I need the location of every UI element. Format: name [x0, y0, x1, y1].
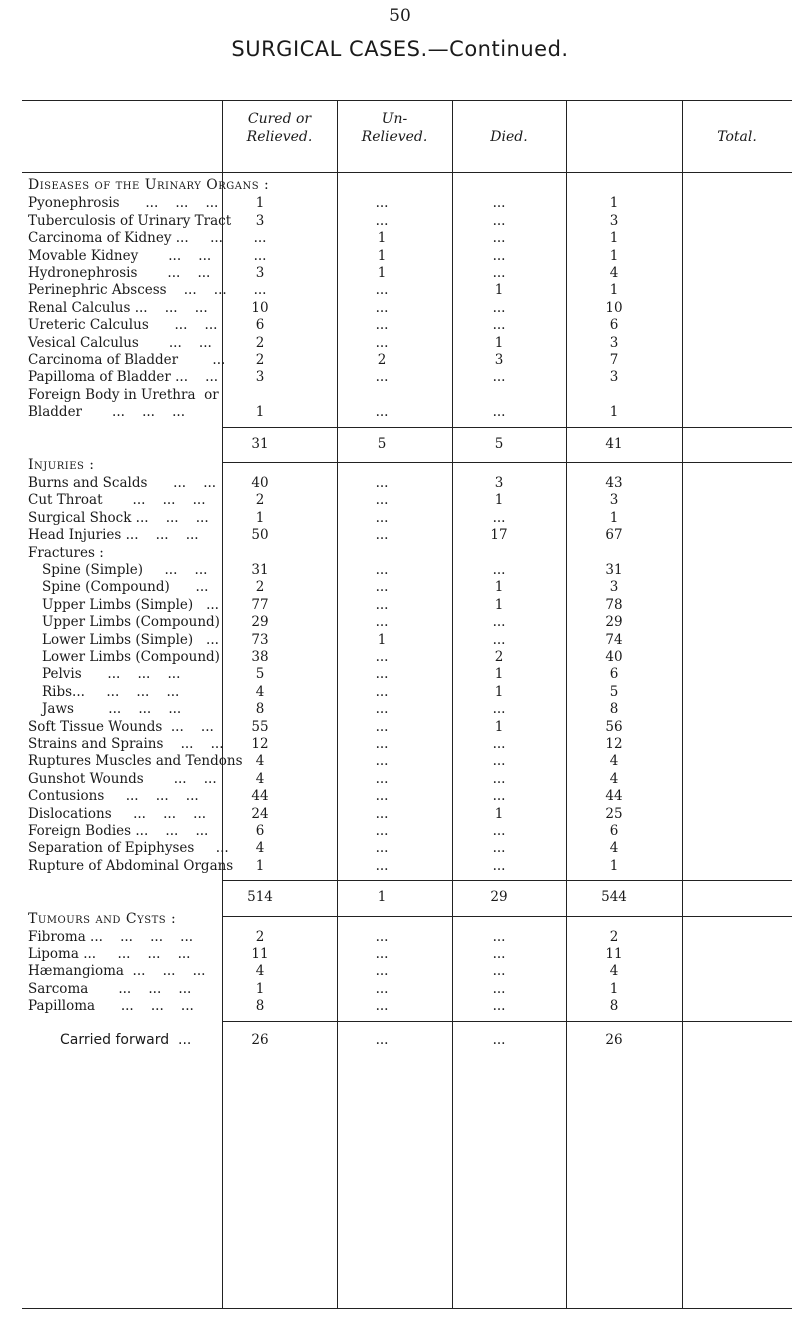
row-label: Ribs... ... ... ... [42, 683, 180, 700]
cell-cured: 44 [251, 788, 269, 805]
cell-total: 3 [609, 334, 619, 351]
table-row [0, 351, 800, 369]
table-row [0, 822, 800, 840]
section-urinary [0, 176, 800, 194]
table-row [0, 770, 800, 788]
cell-total: 3 [609, 369, 619, 386]
page-title: SURGICAL CASES.—Continued. [231, 37, 569, 61]
cell-unrel: ... [375, 963, 389, 980]
row-label: Fractures : [28, 544, 104, 561]
table-row [0, 980, 800, 998]
cell-died: 2 [494, 649, 504, 665]
cell-cured: 4 [255, 753, 265, 770]
cell-cured: 40 [251, 475, 269, 491]
col-head-unrelieved-line2: Relieved. [361, 129, 428, 145]
cell-died: ... [492, 980, 506, 997]
cell-total: 5 [609, 683, 619, 700]
cell-total: 544 [601, 889, 627, 906]
table-row [0, 928, 800, 946]
cell-died: ... [492, 736, 506, 752]
cell-died: 1 [494, 334, 504, 351]
cell-cured: 2 [255, 352, 265, 368]
table-row [0, 544, 800, 562]
cell-unrel: ... [375, 753, 389, 770]
cell-cured: ... [253, 282, 267, 299]
cell-cured: 11 [251, 946, 269, 962]
row-label: Sarcoma ... ... ... [28, 980, 192, 997]
row-label: Pyonephrosis ... ... ... [28, 195, 219, 212]
cell-unrel: ... [375, 666, 389, 683]
row-label: Foreign Body in Urethra or [28, 386, 219, 403]
cell-died: ... [492, 195, 506, 212]
table-row [0, 368, 800, 386]
cell-unrel: ... [375, 770, 389, 787]
cell-died: ... [492, 265, 506, 281]
table-row [0, 631, 800, 649]
table-row [0, 752, 800, 770]
cell-cured: 12 [251, 736, 269, 752]
cell-unrel: ... [375, 299, 389, 316]
table-row [0, 718, 800, 736]
cell-cured: 3 [255, 212, 265, 229]
table-row [0, 683, 800, 701]
col-head-died: Died. [490, 129, 528, 145]
table-row [0, 316, 800, 334]
cell-unrel: 1 [377, 230, 387, 247]
cell-died: 3 [494, 352, 504, 368]
cell-total: 4 [609, 753, 619, 770]
cell-total: 4 [609, 265, 619, 281]
cell-total: 26 [605, 1031, 623, 1048]
cell-died: ... [492, 928, 506, 945]
cell-total: 4 [609, 963, 619, 980]
table-row [0, 194, 800, 212]
cell-total: 1 [609, 247, 619, 264]
cell-cured: 38 [251, 649, 269, 665]
cell-cured: 31 [251, 562, 269, 578]
table-row [0, 962, 800, 980]
cell-total: 1 [609, 404, 619, 421]
cell-cured: 1 [255, 509, 265, 526]
row-label: Ureteric Calculus ... ... [28, 317, 218, 334]
cell-unrel: ... [375, 701, 389, 718]
cell-cured: 3 [255, 369, 265, 386]
cell-died: ... [492, 404, 506, 421]
table-row [0, 735, 800, 753]
cell-total: 1 [609, 857, 619, 874]
table-row [0, 839, 800, 857]
cell-died: ... [492, 631, 506, 648]
cell-cured: 1 [255, 980, 265, 997]
row-label: Tuberculosis of Urinary Tract [28, 212, 232, 229]
cell-total: 12 [605, 736, 623, 752]
cell-unrel: 1 [377, 247, 387, 264]
table-top-rule [22, 100, 792, 101]
col-head-unrelieved-line1: Un- [381, 111, 408, 127]
row-label: Upper Limbs (Compound) [42, 614, 220, 631]
cell-unrel: 5 [377, 435, 387, 452]
cell-died: ... [492, 857, 506, 874]
table-row [0, 805, 800, 823]
cell-cured: 514 [247, 889, 273, 906]
subtotal-row [0, 888, 800, 906]
subtotal-rule [222, 427, 792, 428]
cell-cured: 1 [255, 857, 265, 874]
cell-died: 1 [494, 579, 504, 596]
row-label: Spine (Compound) ... [42, 579, 209, 596]
cell-cured: 2 [255, 492, 265, 509]
table-row [0, 229, 800, 247]
row-label: Surgical Shock ... ... ... [28, 509, 209, 526]
cell-cured: 55 [251, 718, 269, 735]
cell-died: ... [492, 247, 506, 264]
cell-total: 4 [609, 770, 619, 787]
table-row [0, 212, 800, 230]
row-label: Lipoma ... ... ... ... [28, 946, 191, 962]
cell-total: 1 [609, 195, 619, 212]
cell-died: ... [492, 770, 506, 787]
cell-unrel: ... [375, 788, 389, 805]
cell-unrel: ... [375, 596, 389, 613]
header-bottom-rule [22, 172, 792, 173]
section-injuries [0, 456, 800, 474]
cell-unrel: ... [375, 928, 389, 945]
cell-cured: 2 [255, 928, 265, 945]
cell-total: 1 [609, 230, 619, 247]
row-label: Perinephric Abscess ... ... [28, 282, 227, 299]
row-label: Carcinoma of Kidney ... ... [28, 230, 223, 247]
cell-cured: 26 [251, 1031, 269, 1048]
cell-unrel: ... [375, 562, 389, 578]
cell-cured: 1 [255, 404, 265, 421]
row-label: Lower Limbs (Simple) ... [42, 631, 219, 648]
cell-total: 44 [605, 788, 623, 805]
table-row [0, 787, 800, 805]
row-label: Upper Limbs (Simple) ... [42, 596, 219, 613]
cell-total: 11 [605, 946, 623, 962]
cell-total: 3 [609, 579, 619, 596]
cell-cured: 4 [255, 963, 265, 980]
cell-died: ... [492, 509, 506, 526]
table-row [0, 247, 800, 265]
cell-total: 74 [605, 631, 623, 648]
table-row [0, 526, 800, 544]
cell-unrel: ... [375, 857, 389, 874]
col-head-cured-line1: Cured or [247, 111, 312, 127]
cell-unrel: ... [375, 649, 389, 665]
cell-died: ... [492, 562, 506, 578]
cell-cured: 3 [255, 265, 265, 281]
table-row [0, 334, 800, 352]
col-head-cured-line2: Relieved. [246, 129, 313, 145]
carried-forward-row [0, 1031, 800, 1049]
cell-unrel: ... [375, 736, 389, 752]
cell-died: 1 [494, 683, 504, 700]
cell-cured: 4 [255, 683, 265, 700]
cell-total: 7 [609, 352, 619, 368]
cell-cured: ... [253, 230, 267, 247]
cell-died: ... [492, 299, 506, 316]
cell-total: 3 [609, 492, 619, 509]
cell-unrel: 1 [377, 631, 387, 648]
row-label: Papilloma ... ... ... [28, 998, 194, 1015]
row-label: Hæmangioma ... ... ... [28, 963, 206, 980]
cell-unrel: ... [375, 718, 389, 735]
row-label: Renal Calculus ... ... ... [28, 299, 208, 316]
row-label: Spine (Simple) ... ... [42, 562, 208, 578]
table-row [0, 613, 800, 631]
subtotal-rule [222, 1021, 792, 1022]
cell-died: ... [492, 946, 506, 962]
subtotal-rule [222, 880, 792, 881]
table-row [0, 596, 800, 614]
cell-unrel: ... [375, 1031, 389, 1048]
cell-died: ... [492, 823, 506, 839]
row-label: Carried forward ... [60, 1031, 192, 1048]
cell-unrel: 1 [377, 265, 387, 281]
cell-unrel: ... [375, 614, 389, 631]
row-label: Burns and Scalds ... ... [28, 475, 217, 491]
cell-total: 56 [605, 718, 623, 735]
row-label: Ruptures Muscles and Tendons [28, 753, 243, 770]
cell-died: 1 [494, 805, 504, 822]
cell-cured: 8 [255, 701, 265, 718]
cell-unrel: ... [375, 840, 389, 857]
cell-total: 10 [605, 299, 623, 316]
cell-unrel: ... [375, 475, 389, 491]
cell-total: 8 [609, 998, 619, 1015]
table-row [0, 299, 800, 317]
table-row [0, 578, 800, 596]
cell-cured: ... [253, 247, 267, 264]
table-row [0, 857, 800, 875]
cell-unrel: ... [375, 492, 389, 509]
cell-unrel: ... [375, 509, 389, 526]
cell-died: 1 [494, 718, 504, 735]
cell-died: 17 [490, 527, 508, 544]
cell-died: ... [492, 614, 506, 631]
cell-cured: 6 [255, 823, 265, 839]
row-label: Head Injuries ... ... ... [28, 527, 199, 544]
cell-unrel: ... [375, 369, 389, 386]
cell-died: ... [492, 963, 506, 980]
cell-unrel: ... [375, 527, 389, 544]
cell-died: 1 [494, 596, 504, 613]
table-row [0, 700, 800, 718]
section-heading: Injuries : [28, 457, 95, 473]
cell-total: 1 [609, 282, 619, 299]
cell-died: 5 [494, 435, 504, 452]
col-head-cured [222, 110, 337, 146]
cell-total: 1 [609, 509, 619, 526]
cell-unrel: ... [375, 404, 389, 421]
cell-died: 3 [494, 475, 504, 491]
cell-cured: 4 [255, 770, 265, 787]
cell-cured: 24 [251, 805, 269, 822]
cell-cured: 6 [255, 317, 265, 334]
cell-cured: 10 [251, 299, 269, 316]
cell-died: ... [492, 1031, 506, 1048]
cell-cured: 2 [255, 334, 265, 351]
cell-died: ... [492, 840, 506, 857]
cell-total: 43 [605, 475, 623, 491]
cell-unrel: ... [375, 683, 389, 700]
table-row [0, 403, 800, 421]
cell-cured: 73 [251, 631, 269, 648]
cell-total: 4 [609, 840, 619, 857]
cell-unrel: ... [375, 212, 389, 229]
table-row [0, 386, 800, 404]
cell-died: 29 [490, 889, 508, 906]
cell-total: 6 [609, 823, 619, 839]
row-label: Fibroma ... ... ... ... [28, 928, 194, 945]
cell-cured: 8 [255, 998, 265, 1015]
row-label: Contusions ... ... ... [28, 788, 199, 805]
row-label: Rupture of Abdominal Organs [28, 857, 234, 874]
cell-cured: 77 [251, 596, 269, 613]
cell-total: 40 [605, 649, 623, 665]
row-label: Lower Limbs (Compound) [42, 649, 220, 665]
table-row [0, 281, 800, 299]
cell-total: 31 [605, 562, 623, 578]
table-row [0, 648, 800, 666]
cell-died: ... [492, 369, 506, 386]
cell-cured: 5 [255, 666, 265, 683]
cell-unrel: ... [375, 998, 389, 1015]
cell-total: 6 [609, 317, 619, 334]
cell-died: 1 [494, 282, 504, 299]
row-label: Strains and Sprains ... ... [28, 736, 224, 752]
cell-total: 67 [605, 527, 623, 544]
section-tumours [0, 910, 800, 928]
cell-died: 1 [494, 492, 504, 509]
row-label: Papilloma of Bladder ... ... [28, 369, 219, 386]
cell-cured: 4 [255, 840, 265, 857]
cell-total: 78 [605, 596, 623, 613]
table-row [0, 509, 800, 527]
row-label: Cut Throat ... ... ... [28, 492, 206, 509]
row-label: Pelvis ... ... ... [42, 666, 181, 683]
table-row [0, 264, 800, 282]
row-label: Movable Kidney ... ... [28, 247, 212, 264]
row-label: Separation of Epiphyses ... [28, 840, 229, 857]
row-label: Hydronephrosis ... ... [28, 265, 211, 281]
cell-unrel: ... [375, 823, 389, 839]
cell-total: 41 [605, 435, 623, 452]
cell-unrel: ... [375, 805, 389, 822]
cell-cured: 1 [255, 195, 265, 212]
row-label: Soft Tissue Wounds ... ... [28, 718, 214, 735]
cell-died: 1 [494, 666, 504, 683]
cell-total: 3 [609, 212, 619, 229]
cell-cured: 29 [251, 614, 269, 631]
row-label: Jaws ... ... ... [42, 701, 182, 718]
table-row [0, 561, 800, 579]
cell-died: ... [492, 212, 506, 229]
section-heading: Diseases of the Urinary Organs : [28, 177, 270, 193]
row-label: Dislocations ... ... ... [28, 805, 207, 822]
row-label: Vesical Calculus ... ... [28, 334, 212, 351]
cell-unrel: ... [375, 980, 389, 997]
row-label: Carcinoma of Bladder ... [28, 352, 226, 368]
cell-died: ... [492, 788, 506, 805]
cell-died: ... [492, 701, 506, 718]
cell-unrel: 1 [377, 889, 387, 906]
cell-total: 25 [605, 805, 623, 822]
subtotal-row [0, 435, 800, 453]
cell-unrel: ... [375, 946, 389, 962]
cell-died: ... [492, 317, 506, 334]
cell-unrel: 2 [377, 352, 387, 368]
cell-total: 1 [609, 980, 619, 997]
cell-cured: 31 [251, 435, 269, 452]
cell-unrel: ... [375, 579, 389, 596]
cell-total: 6 [609, 666, 619, 683]
table-row [0, 997, 800, 1015]
cell-cured: 2 [255, 579, 265, 596]
row-label: Gunshot Wounds ... ... [28, 770, 217, 787]
col-head-unrelieved [337, 110, 452, 146]
row-label: Bladder ... ... ... [28, 404, 186, 421]
cell-total: 2 [609, 928, 619, 945]
cell-total: 29 [605, 614, 623, 631]
cell-cured: 50 [251, 527, 269, 544]
cell-died: ... [492, 998, 506, 1015]
cell-unrel: ... [375, 282, 389, 299]
cell-died: ... [492, 230, 506, 247]
cell-total: 8 [609, 701, 619, 718]
cell-unrel: ... [375, 317, 389, 334]
cell-died: ... [492, 753, 506, 770]
col-head-total: Total. [717, 129, 757, 145]
table-row [0, 491, 800, 509]
table-bottom-rule [22, 1308, 792, 1309]
cell-unrel: ... [375, 195, 389, 212]
page-number: 50 [389, 6, 411, 26]
table-row [0, 474, 800, 492]
table-row [0, 665, 800, 683]
table-row [0, 945, 800, 963]
cell-unrel: ... [375, 334, 389, 351]
section-heading: Tumours and Cysts : [28, 910, 177, 927]
row-label: Foreign Bodies ... ... ... [28, 823, 209, 839]
